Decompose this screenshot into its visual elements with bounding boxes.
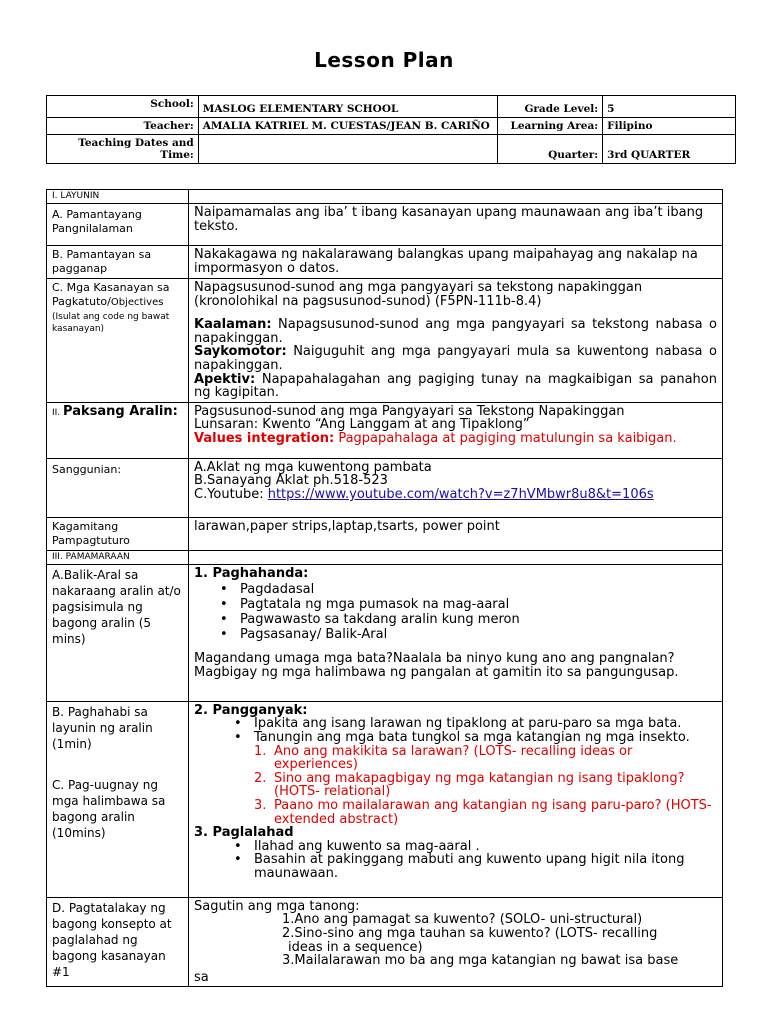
sanggunian-content	[189, 458, 723, 517]
row-paksang-aralin	[47, 402, 723, 458]
header-row-dates	[47, 135, 736, 164]
b-label: B. Pamantayan sa pagganap	[47, 246, 189, 279]
a-text: Naipamamalas ang iba’ t ibang kasanayan upang maunawaan ang iba’t ibang teksto.	[189, 204, 723, 246]
paksa-line1: Pagsusunod-sunod ang mga Pangyayari sa Tekstong Napakinggan	[194, 403, 625, 419]
layunin-heading-empty	[189, 190, 723, 204]
question-text: Ano ang makikita sa larawan? (LOTS- recalling ideas or experiences)	[274, 743, 633, 773]
list-item: • Ipakita ang isang larawan ng tipaklong at paru-paro sa mga bata.	[234, 717, 717, 731]
values-line	[194, 432, 717, 446]
dates-label	[47, 135, 199, 164]
pamamaraan-heading: III. PAMAMARAAN	[47, 550, 189, 564]
list-item: • Basahin at pakinggang mabuti ang kuwento upang higit nila itong maunawaan.	[234, 853, 717, 880]
question-item	[254, 745, 717, 772]
c-label-small: Objectives	[110, 297, 164, 308]
pangganyak-content	[189, 701, 723, 897]
c-label: C. Mga Kasanayan sa Pagkatuto/	[52, 281, 170, 308]
sagutin-heading: Sagutin ang mga tanong:	[194, 898, 360, 914]
teacher-label: Teacher:	[47, 118, 199, 135]
layunin-heading-row	[47, 190, 723, 204]
question-item	[254, 772, 717, 799]
kaalaman-line	[194, 318, 717, 345]
header-table	[46, 95, 736, 164]
kagamitan-text: larawan,paper strips,laptap,tsarts, power point	[189, 517, 723, 550]
kaalaman-text: Napagsusunod-sunod ang mga pangyayari sa tekstong nabasa o napakinggan.	[194, 317, 717, 346]
dates-value	[198, 135, 497, 164]
bc-label-cell	[47, 701, 189, 897]
d-question-1: 1.Ano ang pamagat sa kuwento? (SOLO- uni-structural)	[282, 912, 643, 928]
school-label: School:	[47, 96, 199, 118]
list-item: • Pagsasanay/ Balik-Aral	[220, 627, 717, 642]
sanggunian-a: A.Aklat ng mga kuwentong pambata	[194, 459, 432, 475]
list-item: • Pagwawasto sa takdang aralin kung meron	[220, 612, 717, 627]
sanggunian-b: B.Sanayang Aklat ph.518-523	[194, 473, 388, 489]
apektiv-line	[194, 373, 717, 400]
paglalahad-heading: 3. Paglalahad	[194, 825, 294, 841]
header-row-school	[47, 96, 736, 118]
question-item	[254, 799, 717, 826]
dates-label-line2: Time:	[160, 149, 194, 161]
question-number: 1.	[254, 743, 267, 759]
d-question-3-cont: sa	[194, 969, 209, 985]
header-row-teacher	[47, 118, 736, 135]
paglalahad-list	[234, 840, 717, 881]
dates-label-line1: Teaching Dates and	[78, 137, 194, 149]
teacher-value: AMALIA KATRIEL M. CUESTAS/JEAN B. CARIÑO	[198, 118, 497, 135]
c-content	[189, 279, 723, 403]
a-label: A. Pamantayang Pangnilalaman	[47, 204, 189, 246]
paghahanda-content	[189, 564, 723, 701]
area-label: Learning Area:	[498, 118, 603, 135]
quarter-label: Quarter:	[498, 135, 603, 164]
apektiv-text: Napapahalagahan ang pagiging tunay na magkaibigan sa panahon ng kagipitan.	[194, 371, 717, 401]
d-question-2: 2.Sino-sino ang mga tauhan sa kuwento? (LOTS- recalling	[282, 925, 658, 941]
paksa-label-prefix: II.	[52, 407, 64, 418]
list-item: • Pagdadasal	[220, 582, 717, 597]
paksa-label: Paksang Aralin:	[63, 403, 178, 419]
c-text: Napagsusunod-sunod ang mga pangyayari sa tekstong napakinggan (kronolohikal na pagsusunod-sunod) (F5PN-111b-8.4)	[194, 280, 643, 309]
pangganyak-heading: 2. Pangganyak:	[194, 702, 308, 718]
area-value: Filipino	[603, 118, 736, 135]
paghahanda-list	[220, 582, 717, 642]
pamamaraan-heading-row	[47, 550, 723, 564]
kagamitan-label: Kagamitang Pampagtuturo	[47, 517, 189, 550]
school-value	[198, 96, 497, 118]
quarter-value: 3rd QUARTER	[603, 135, 736, 164]
grade-value	[603, 96, 736, 118]
grade-text: 5	[607, 103, 615, 115]
list-item: • Pagtatala ng mga pumasok na mag-aaral	[220, 597, 717, 612]
a-pamamaraan-label: A.Balik-Aral sa nakaraang aralin at/o pagsisimula ng bagong aralin (5 mins)	[47, 564, 189, 701]
grade-label	[498, 96, 603, 118]
question-number: 3.	[254, 797, 267, 813]
lesson-table	[46, 189, 723, 987]
balik-aral-text: Magandang umaga mga bata?Naalala ba ninyo kung ano ang pangnalan? Magbigay ng mga halimbawa ng pangalan at gamitin ito sa pangungusap.	[194, 651, 679, 680]
row-pamantayan-sa-pagganap	[47, 246, 723, 279]
b-pamamaraan-label: B. Paghahabi sa layunin ng aralin (1min)	[52, 704, 153, 751]
paksa-content	[189, 402, 723, 458]
kaalaman-label: Kaalaman:	[194, 317, 272, 333]
paksa-label-cell	[47, 402, 189, 458]
row-pangganyak	[47, 701, 723, 897]
values-label: Values integration:	[194, 430, 335, 446]
apektiv-label: Apektiv:	[194, 371, 256, 387]
d-question-2-cont: ideas in a sequence)	[288, 939, 423, 955]
list-item: • Tanungin ang mga bata tungkol sa mga katangian ng mga insekto.	[234, 731, 717, 745]
paksa-line2: Lunsaran: Kwento “Ang Langgam at ang Tipaklong”	[194, 417, 530, 433]
saykomotor-line	[194, 345, 717, 372]
layunin-heading: I. LAYUNIN	[47, 190, 189, 204]
grade-label-text: Grade Level:	[524, 103, 599, 115]
pagtatalakay-content	[189, 897, 723, 987]
row-kasanayan	[47, 279, 723, 403]
c-label-cell	[47, 279, 189, 403]
row-pagtatalakay	[47, 897, 723, 987]
list-item: • Ilahad ang kuwento sa mag-aaral .	[234, 840, 717, 854]
sanggunian-c	[194, 488, 717, 502]
sanggunian-c-prefix: C.Youtube:	[194, 486, 268, 502]
c-note: (Isulat ang code ng bawat kasanayan)	[52, 312, 170, 334]
page-title: Lesson Plan	[314, 48, 454, 72]
pangganyak-list	[234, 717, 717, 744]
question-list	[254, 745, 717, 827]
values-text: Pagpapahalaga at pagiging matulungin sa kaibigan.	[334, 430, 677, 446]
row-kagamitan	[47, 517, 723, 550]
youtube-link[interactable]: https://www.youtube.com/watch?v=z7hVMbwr8u8&t=106s	[267, 486, 654, 502]
pamamaraan-heading-empty	[189, 550, 723, 564]
saykomotor-label: Saykomotor:	[194, 344, 287, 360]
b-text: Nakakagawa ng nakalarawang balangkas upang maipahayag ang nakalap na impormasyon o datos.	[189, 246, 723, 279]
row-pamantayang-pangnilalaman	[47, 204, 723, 246]
question-number: 2.	[254, 770, 267, 786]
row-sanggunian	[47, 458, 723, 517]
row-balik-aral	[47, 564, 723, 701]
paghahanda-heading: 1. Paghahanda:	[194, 565, 309, 581]
school-text: MASLOG ELEMENTARY SCHOOL	[202, 103, 399, 115]
c-pamamaraan-label: C. Pag-uugnay ng mga halimbawa sa bagong aralin (10mins)	[52, 777, 166, 840]
saykomotor-text: Naiguguhit ang mga pangyayari mula sa kuwentong nabasa o napakinggan.	[194, 344, 717, 373]
question-text: Sino ang makapagbigay ng mga katangian ng isang tipaklong? (HOTS- relational)	[274, 770, 685, 800]
d-pamamaraan-label: D. Pagtatalakay ng bagong konsepto at paglalahad ng bagong kasanayan #1	[47, 897, 189, 987]
sanggunian-label: Sanggunian:	[47, 458, 189, 517]
d-question-3: 3.Mailalarawan mo ba ang mga katangian ng bawat isa base	[282, 953, 679, 969]
question-text: Paano mo mailalarawan ang katangian ng isang paru-paro? (HOTS- extended abstract)	[274, 797, 712, 827]
